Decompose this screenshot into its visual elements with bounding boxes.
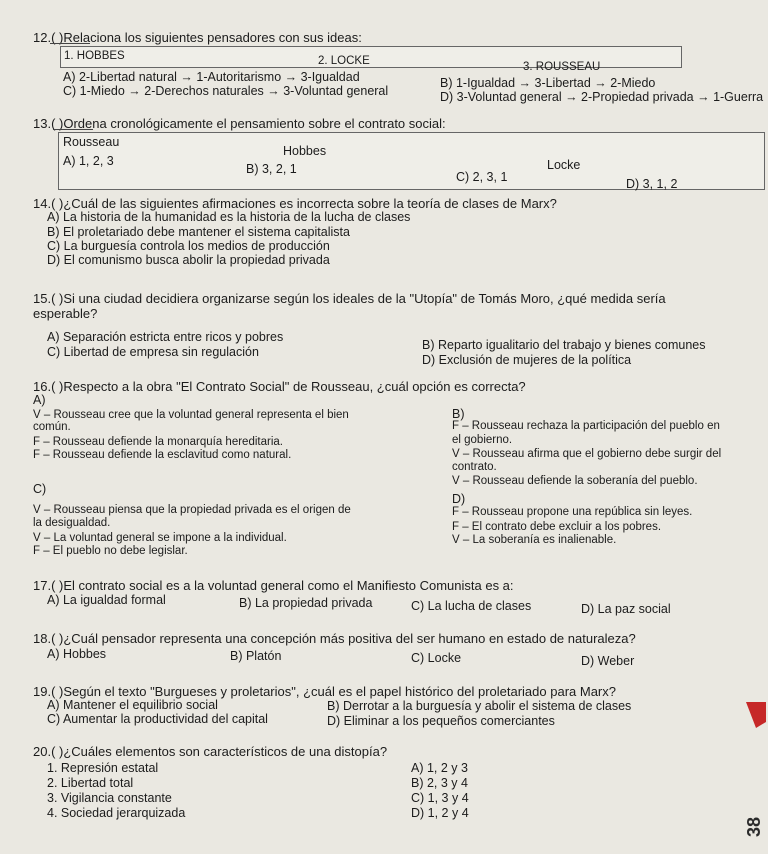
q16-option-a-line: V – Rousseau cree que la voluntad general representa el bien xyxy=(33,409,349,421)
page-margin-marker xyxy=(738,700,768,851)
q19-option-d[interactable]: D) Eliminar a los pequeños comerciantes xyxy=(327,714,555,728)
q14-option-a[interactable]: A) La historia de la humanidad es la historia de la lucha de clases xyxy=(47,210,411,224)
q18-stem: 18.( )¿Cuál pensador representa una concepción más positiva del ser humano en estado de naturaleza? xyxy=(33,631,636,646)
q20-item-2: 2. Libertad total xyxy=(47,776,134,790)
q16-option-c-line: F – El pueblo no debe legislar. xyxy=(33,545,188,557)
q13-item-2: Hobbes xyxy=(283,144,327,158)
q13-item-3: Locke xyxy=(547,158,581,172)
q16-option-d-label[interactable]: D) xyxy=(452,492,466,506)
q14-option-b[interactable]: B) El proletariado debe mantener el sistema capitalista xyxy=(47,225,350,239)
q19-stem: 19.( )Según el texto "Burgueses y proletarios", ¿cuál es el papel histórico del proletariado para Marx? xyxy=(33,684,616,699)
q17-option-c[interactable]: C) La lucha de clases xyxy=(411,599,532,613)
q14-option-c[interactable]: C) La burguesía controla los medios de producción xyxy=(47,239,330,253)
q16-option-a-line: F – Rousseau defiende la esclavitud como natural. xyxy=(33,449,292,461)
q14-stem: 14.( )¿Cuál de las siguientes afirmaciones es incorrecta sobre la teoría de clases de Marx? xyxy=(33,196,557,211)
q18-option-c[interactable]: C) Locke xyxy=(411,651,462,665)
q13-answer-blank[interactable] xyxy=(53,129,93,130)
q16-option-b-line: el gobierno. xyxy=(452,434,513,446)
q18-option-b[interactable]: B) Platón xyxy=(230,649,282,663)
q12-item-2: 2. LOCKE xyxy=(318,55,370,67)
q15-option-d[interactable]: D) Exclusión de mujeres de la política xyxy=(422,353,632,367)
q20-option-b[interactable]: B) 2, 3 y 4 xyxy=(411,776,468,790)
q16-option-b-line: F – Rousseau rechaza la participación del pueblo en xyxy=(452,420,720,432)
q16-option-c-line: V – Rousseau piensa que la propiedad privada es el origen de xyxy=(33,504,351,516)
q20-item-3: 3. Vigilancia constante xyxy=(47,791,172,805)
q20-option-c[interactable]: C) 1, 3 y 4 xyxy=(411,791,469,805)
q12-item-1: 1. HOBBES xyxy=(64,50,125,62)
q16-option-d-line: F – Rousseau propone una república sin leyes. xyxy=(452,506,693,518)
q15-option-a[interactable]: A) Separación estricta entre ricos y pobres xyxy=(47,330,284,344)
q16-option-d-line: V – La soberanía es inalienable. xyxy=(452,534,617,546)
q16-stem: 16.( )Respecto a la obra "El Contrato Social" de Rousseau, ¿cuál opción es correcta? xyxy=(33,379,526,394)
q17-option-b[interactable]: B) La propiedad privada xyxy=(239,596,373,610)
q13-option-c[interactable]: C) 2, 3, 1 xyxy=(456,170,508,184)
q16-option-a-line: común. xyxy=(33,421,71,433)
q13-option-d[interactable]: D) 3, 1, 2 xyxy=(626,177,678,191)
q12-option-b[interactable]: B) 1-Igualdad → 3-Libertad → 2-Miedo xyxy=(440,76,656,90)
q16-option-d-line: F – El contrato debe excluir a los pobres. xyxy=(452,521,662,533)
q15-stem-cont: esperable? xyxy=(33,306,98,321)
q19-option-a[interactable]: A) Mantener el equilibrio social xyxy=(47,698,218,712)
q14-option-d[interactable]: D) El comunismo busca abolir la propiedad privada xyxy=(47,253,330,267)
margin-page-number: 38 xyxy=(744,816,765,838)
q17-option-a[interactable]: A) La igualdad formal xyxy=(47,593,166,607)
q16-option-a-label[interactable]: A) xyxy=(33,393,46,407)
q17-stem: 17.( )El contrato social es a la voluntad general como el Manifiesto Comunista es a: xyxy=(33,578,514,593)
q20-stem: 20.( )¿Cuáles elementos son característicos de una distopía? xyxy=(33,744,388,759)
q15-option-c[interactable]: C) Libertad de empresa sin regulación xyxy=(47,345,259,359)
q16-option-b-line: contrato. xyxy=(452,461,497,473)
q20-option-a[interactable]: A) 1, 2 y 3 xyxy=(411,761,468,775)
q15-option-b[interactable]: B) Reparto igualitario del trabajo y bienes comunes xyxy=(422,338,706,352)
q16-option-b-line: V – Rousseau afirma que el gobierno debe surgir del xyxy=(452,448,722,460)
q16-option-b-line: V – Rousseau defiende la soberanía del pueblo. xyxy=(452,475,698,487)
q20-item-1: 1. Represión estatal xyxy=(47,761,159,775)
q16-option-c-label[interactable]: C) xyxy=(33,482,47,496)
q16-option-c-line: V – La voluntad general se impone a la individual. xyxy=(33,532,287,544)
q12-option-c[interactable]: C) 1-Miedo → 2-Derechos naturales → 3-Voluntad general xyxy=(63,84,389,98)
q13-stem: 13.( )Ordena cronológicamente el pensamiento sobre el contrato social: xyxy=(33,116,446,131)
q12-item-3: 3. ROUSSEAU xyxy=(523,61,601,73)
q20-option-d[interactable]: D) 1, 2 y 4 xyxy=(411,806,469,820)
q13-item-1: Rousseau xyxy=(63,135,120,149)
q12-stem: 12.( )Relaciona los siguientes pensadores con sus ideas: xyxy=(33,30,362,45)
q17-option-d[interactable]: D) La paz social xyxy=(581,602,671,616)
q19-option-b[interactable]: B) Derrotar a la burguesía y abolir el sistema de clases xyxy=(327,699,632,713)
q12-option-d[interactable]: D) 3-Voluntad general → 2-Propiedad privada → 1-Guerra xyxy=(440,90,764,104)
q13-option-b[interactable]: B) 3, 2, 1 xyxy=(246,162,297,176)
q12-option-a[interactable]: A) 2-Libertad natural → 1-Autoritarismo → 3-Igualdad xyxy=(63,70,360,84)
q16-option-b-label[interactable]: B) xyxy=(452,407,465,421)
q15-stem: 15.( )Si una ciudad decidiera organizarse según los ideales de la "Utopía" de Tomás Moro, ¿qué medida sería xyxy=(33,291,666,306)
q13-option-a[interactable]: A) 1, 2, 3 xyxy=(63,154,114,168)
q20-item-4: 4. Sociedad jerarquizada xyxy=(47,806,186,820)
q16-option-a-line: F – Rousseau defiende la monarquía hereditaria. xyxy=(33,436,283,448)
q19-option-c[interactable]: C) Aumentar la productividad del capital xyxy=(47,712,268,726)
q16-option-c-line: la desigualdad. xyxy=(33,517,111,529)
q18-option-a[interactable]: A) Hobbes xyxy=(47,647,107,661)
q18-option-d[interactable]: D) Weber xyxy=(581,654,635,668)
q12-answer-blank[interactable] xyxy=(50,43,90,44)
